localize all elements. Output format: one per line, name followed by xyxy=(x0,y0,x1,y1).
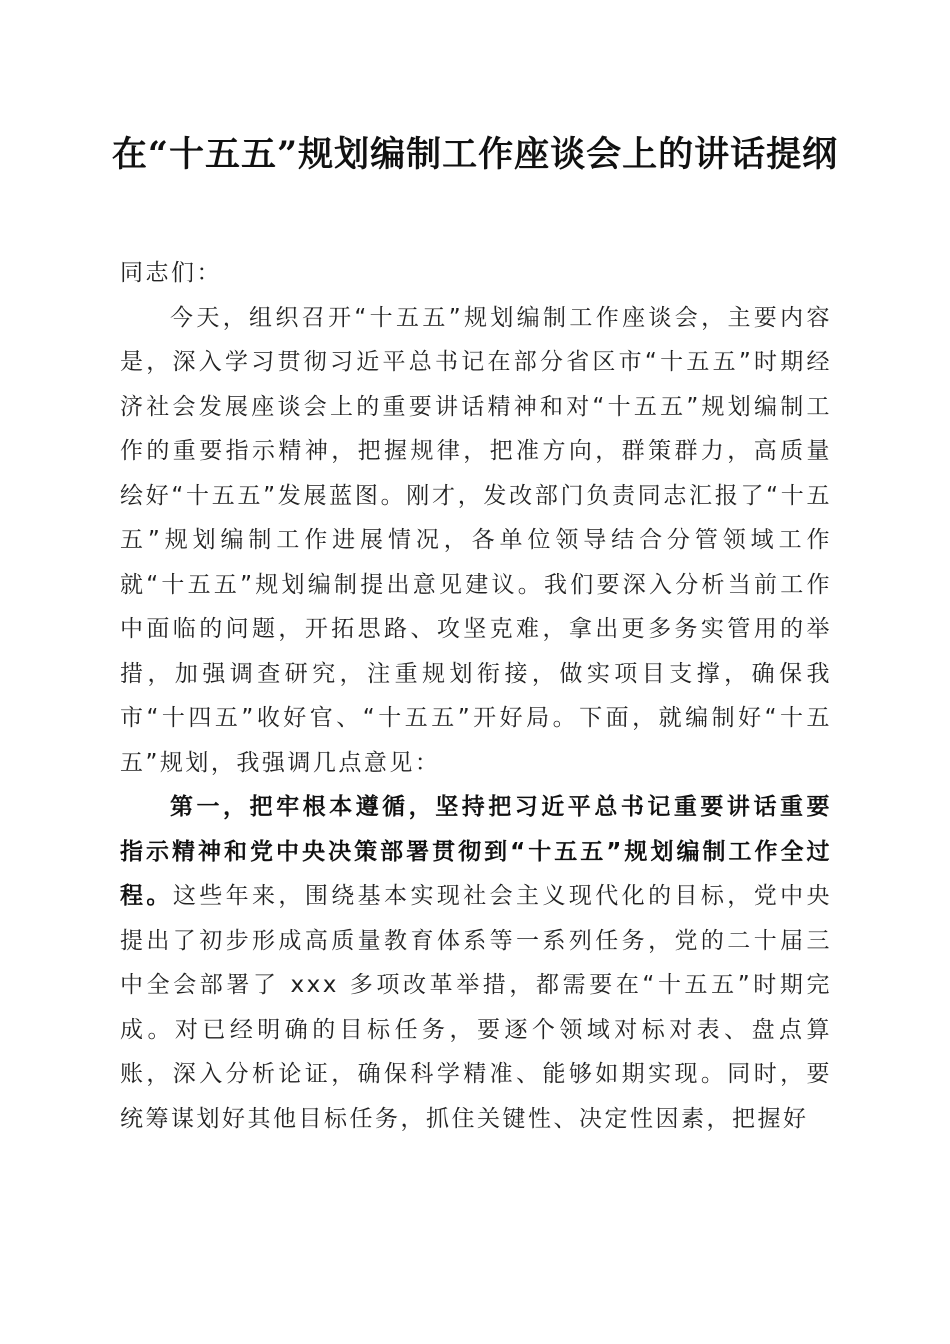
document-body xyxy=(120,251,832,1141)
first-point-body: 这些年来，围绕基本实现社会主义现代化的目标，党中央提出了初步形成高质量教育体系等一系列任务，党的二十届三中全会部署了 xxx 多项改革举措，都需要在“十五五”时期完成。对已经明确的目标任务，要逐个领域对标对表、盘点算账，深入分析论证，确保科学精准、能够如期实现。同时，要统筹谋划好其他目标任务，抓住关键性、决定性因素，把握好 xyxy=(120,883,833,1132)
paragraph-first-point xyxy=(120,785,832,1141)
first-point-heading: 第一，把牢根本遵循，坚持把习近平总书记重要讲话重要指示精神和党中央决策部署贯彻到“十五五”规划编制工作全过程。 xyxy=(120,794,832,909)
salutation: 同志们： xyxy=(120,260,222,286)
paragraph-opening: 今天，组织召开“十五五”规划编制工作座谈会，主要内容是，深入学习贯彻习近平总书记在部分省区市“十五五”时期经济社会发展座谈会上的重要讲话精神和对“十五五”规划编制工作的重要指示精神，把握规律，把准方向，群策群力，高质量绘好“十五五”发展蓝图。刚才，发改部门负责同志汇报了“十五五”规划编制工作进展情况，各单位领导结合分管领域工作就“十五五”规划编制提出意见建议。我们要深入分析当前工作中面临的问题，开拓思路、攻坚克难，拿出更多务实管用的举措，加强调查研究，注重规划衔接，做实项目支撑，确保我市“十四五”收好官、“十五五”开好局。下面，就编制好“十五五”规划，我强调几点意见： xyxy=(120,304,832,776)
document-title: 在“十五五”规划编制工作座谈会上的讲话提纲 xyxy=(111,134,839,175)
